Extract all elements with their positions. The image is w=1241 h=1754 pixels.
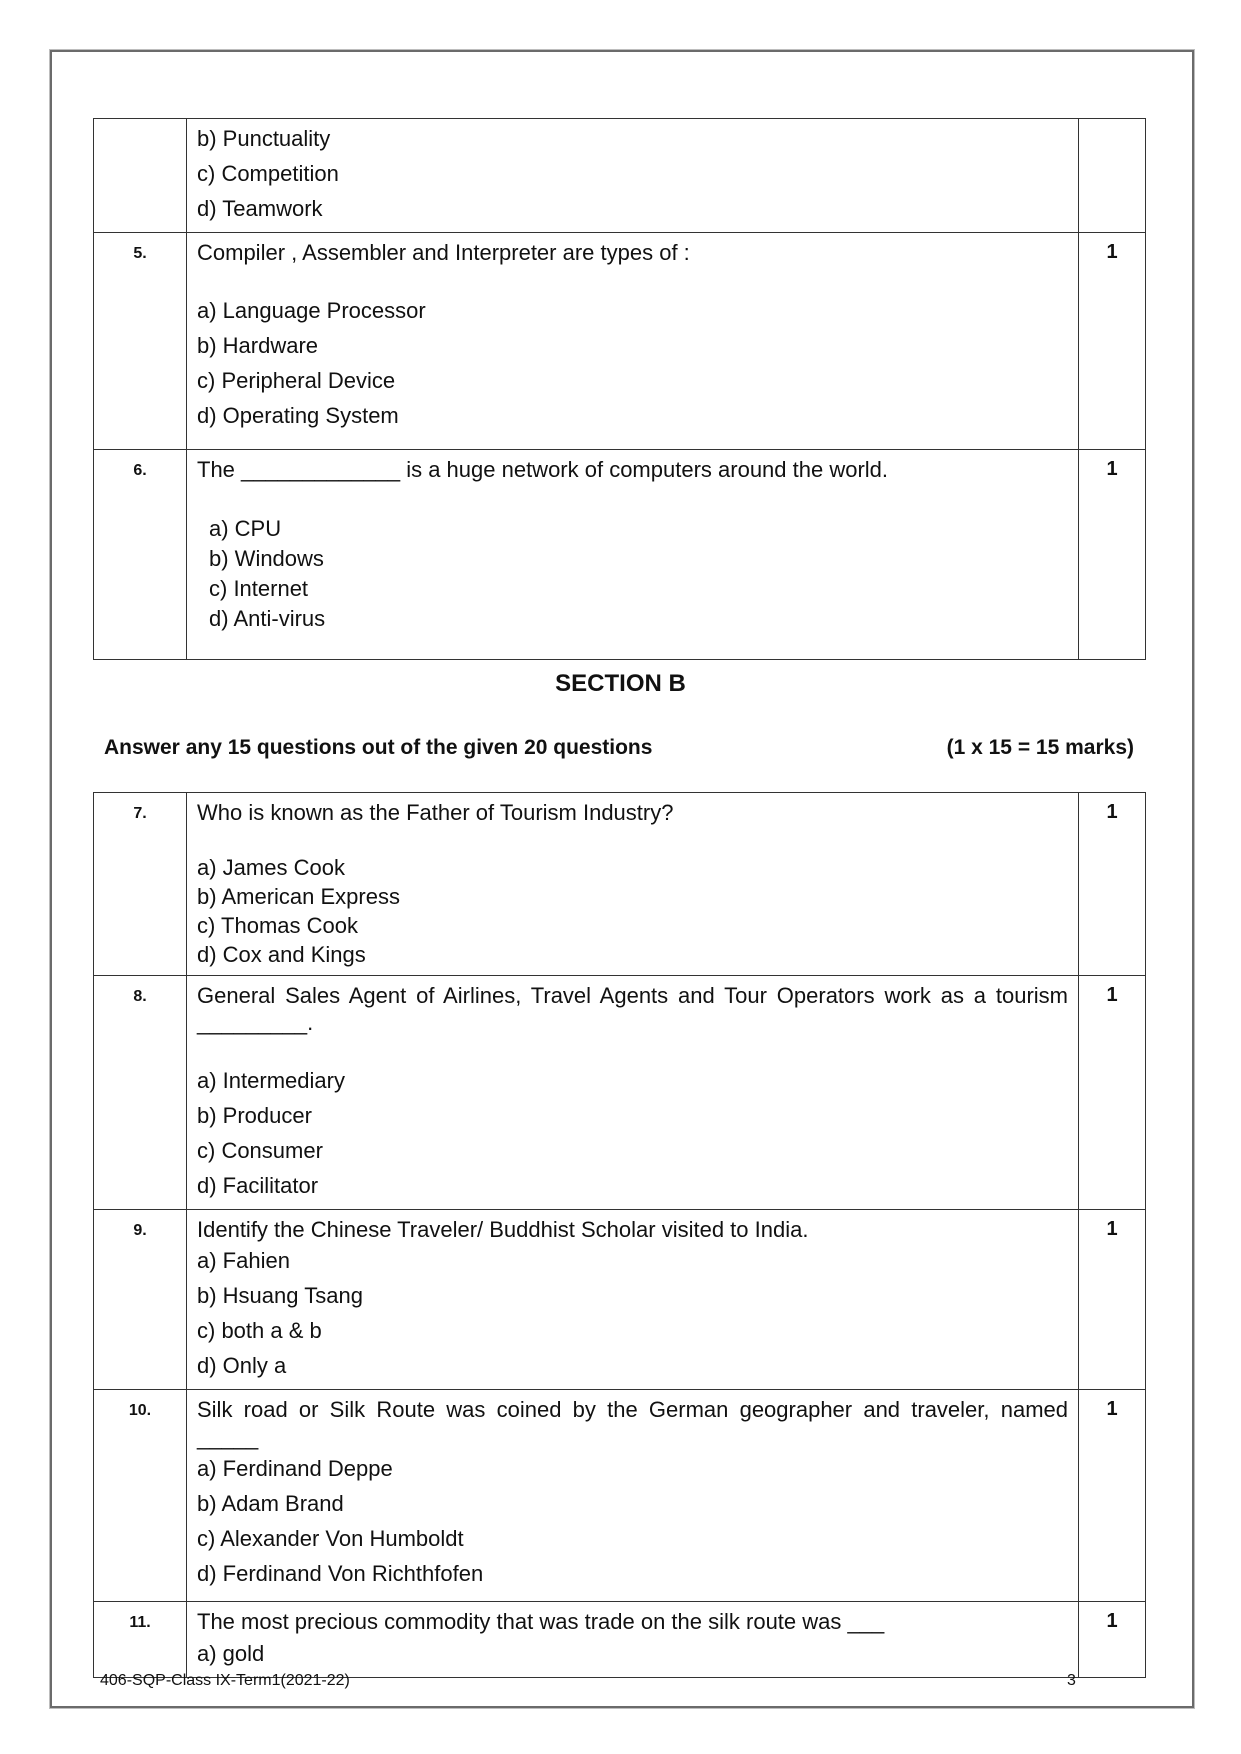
marks: 1 [1079, 1209, 1146, 1390]
option: b) Punctuality [197, 126, 331, 151]
table-row [94, 975, 1146, 1209]
section-instruction [104, 736, 1134, 760]
option: c) Consumer [197, 1137, 323, 1163]
option: d) Cox and Kings [197, 941, 366, 967]
marks: 1 [1079, 793, 1146, 976]
option: a) Intermediary [197, 1067, 345, 1093]
option: b) Adam Brand [197, 1491, 344, 1516]
option: b) Hardware [197, 332, 319, 358]
question-number: 11. [94, 1602, 187, 1678]
option: b) Hsuang Tsang [197, 1283, 363, 1308]
option: a) Language Processor [197, 297, 426, 323]
question-stem: The _____________ is a huge network of computers around the world. [197, 457, 889, 482]
table-row [94, 1390, 1146, 1602]
question-cell [187, 1209, 1079, 1390]
option: b) American Express [197, 883, 400, 909]
question-number: 9. [94, 1209, 187, 1390]
instruction-text: Answer any 15 questions out of the given 20 questions [104, 736, 653, 759]
question-cell [187, 450, 1079, 660]
table-row [94, 119, 1146, 233]
option: b) Producer [197, 1102, 312, 1128]
option: b) Windows [209, 545, 324, 571]
question-number: 5. [94, 233, 187, 450]
option: a) James Cook [197, 854, 345, 880]
marks: 1 [1079, 1602, 1146, 1678]
question-stem: Who is known as the Father of Tourism Industry? [197, 800, 674, 825]
option: a) Fahien [197, 1248, 290, 1273]
option: d) Ferdinand Von Richthfofen [197, 1561, 484, 1586]
question-stem: The most precious commodity that was trade on the silk route was ___ [197, 1609, 885, 1634]
table-row [94, 1602, 1146, 1678]
option: c) Peripheral Device [197, 367, 396, 393]
option: c) Internet [209, 575, 309, 601]
option: c) Competition [197, 161, 339, 186]
option: c) both a & b [197, 1318, 322, 1343]
page-number: 3 [1067, 1672, 1076, 1689]
marks: 1 [1079, 233, 1146, 450]
question-cell [187, 1602, 1079, 1678]
question-number [94, 119, 187, 233]
table-row [94, 233, 1146, 450]
question-cell [187, 233, 1079, 450]
section-title: SECTION B [555, 670, 686, 697]
table-row [94, 793, 1146, 976]
marks-note: (1 x 15 = 15 marks) [946, 736, 1134, 759]
question-cell [187, 793, 1079, 976]
marks [1079, 119, 1146, 233]
option: d) Teamwork [197, 196, 323, 221]
question-cell [187, 119, 1079, 233]
option: d) Operating System [197, 402, 399, 428]
question-stem: Silk road or Silk Route was coined by the German geographer and traveler, named _____ [197, 1397, 1068, 1450]
question-stem: Identify the Chinese Traveler/ Buddhist Scholar visited to India. [197, 1216, 809, 1242]
option: c) Thomas Cook [197, 912, 358, 938]
question-number: 10. [94, 1390, 187, 1602]
question-stem: General Sales Agent of Airlines, Travel Agents and Tour Operators work as a tourism _________. [197, 982, 1068, 1035]
option: d) Facilitator [197, 1172, 319, 1198]
option: c) Alexander Von Humboldt [197, 1526, 464, 1551]
question-number: 8. [94, 975, 187, 1209]
document-code: 406-SQP-Class IX-Term1(2021-22) [100, 1672, 350, 1689]
option: a) gold [197, 1640, 265, 1666]
option: d) Anti-virus [209, 605, 326, 631]
marks: 1 [1079, 1390, 1146, 1602]
question-cell [187, 1390, 1079, 1602]
question-table-section-a [93, 118, 1146, 660]
question-stem: Compiler , Assembler and Interpreter are types of : [197, 240, 690, 265]
option: a) CPU [209, 515, 282, 541]
option: d) Only a [197, 1353, 287, 1378]
marks: 1 [1079, 975, 1146, 1209]
question-number: 6. [94, 450, 187, 660]
option: a) Ferdinand Deppe [197, 1456, 393, 1481]
marks: 1 [1079, 450, 1146, 660]
table-row [94, 1209, 1146, 1390]
table-row [94, 450, 1146, 660]
question-table-section-b [93, 792, 1146, 1678]
question-cell [187, 975, 1079, 1209]
question-number: 7. [94, 793, 187, 976]
